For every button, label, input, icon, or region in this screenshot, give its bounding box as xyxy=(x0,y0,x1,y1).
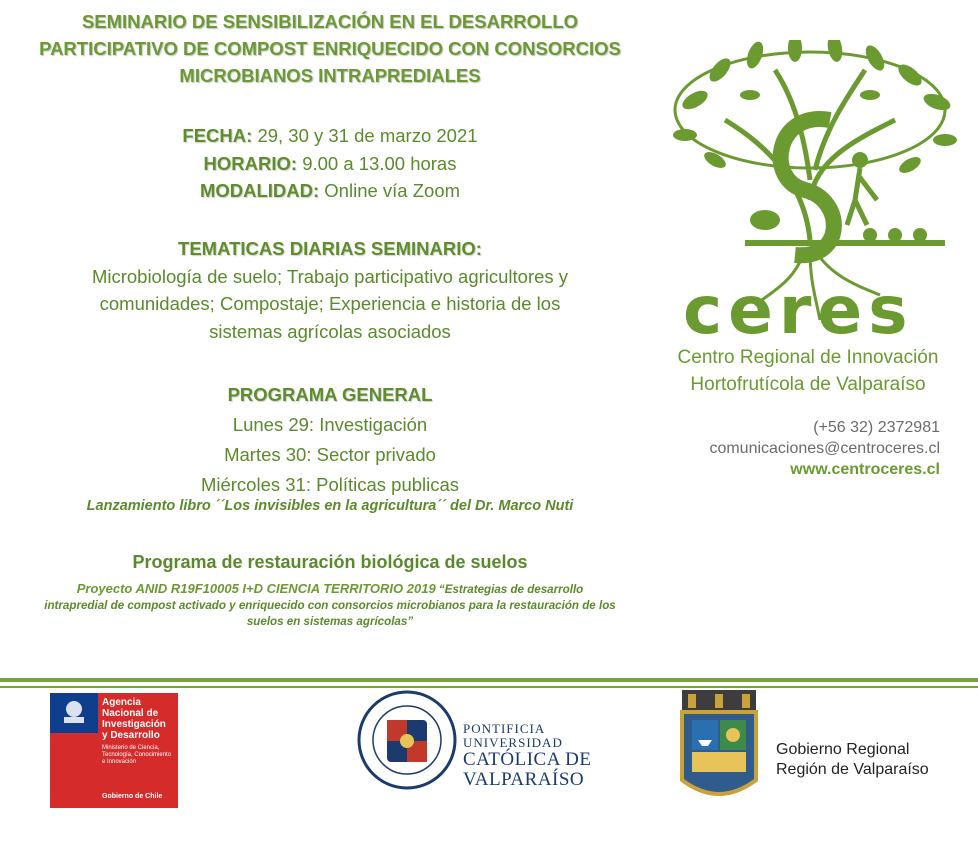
seminar-title xyxy=(0,8,660,89)
anid-logo xyxy=(50,693,178,808)
divider-thin xyxy=(0,686,978,688)
anid-ministry: Ministerio de Ciencia, Tecnología, Conocimiento e Innovación xyxy=(102,745,172,765)
pucv-line-2: UNIVERSIDAD xyxy=(463,735,563,750)
ceres-subtitle xyxy=(663,344,953,398)
project-line-3: suelos en sistemas agrícolas” xyxy=(246,615,414,628)
book-launch: Lanzamiento libro ´´Los invisibles en la agricultura´´ del Dr. Marco Nuti xyxy=(86,498,574,514)
project-line-1-rest: “Estrategias de desarrollo xyxy=(438,583,584,596)
project-line-1 xyxy=(0,581,660,598)
programa-day-1: Lunes 29: Investigación xyxy=(232,414,428,435)
title-line-3: MICROBIANOS INTRAPREDIALES xyxy=(179,65,481,86)
project-description xyxy=(0,581,660,630)
restauracion-title: Programa de restauración biológica de suelos xyxy=(132,552,528,572)
contact-phone: (+56 32) 2372981 xyxy=(813,419,940,436)
ceres-subtitle-line-1: Centro Regional de Innovación xyxy=(677,347,939,368)
tematicas-section xyxy=(0,235,660,345)
anid-title: Agencia Nacional de Investigación y Desarrollo xyxy=(102,697,166,741)
gore-coat-of-arms-icon xyxy=(678,690,760,808)
pucv-line-4: VALPARAÍSO xyxy=(463,769,585,790)
modalidad-row xyxy=(0,177,660,205)
tematicas-line-1: Microbiología de suelo; Trabajo participativo agricultores y xyxy=(91,265,569,287)
project-line-2: intrapredial de compost activado y enriquecido con consorcios microbianos para la restauración de los xyxy=(44,599,616,612)
modalidad-label: MODALIDAD: xyxy=(199,180,320,201)
horario-row xyxy=(0,150,660,178)
horario-value: 9.00 a 13.00 horas xyxy=(302,152,457,174)
programa-day-3: Miércoles 31: Políticas publicas xyxy=(200,474,460,495)
tematicas-line-2: comunidades; Compostaje; Experiencia e historia de los xyxy=(99,293,561,314)
contact-website[interactable]: www.centroceres.cl xyxy=(790,461,940,478)
tematicas-line-3: sistemas agrícolas asociados xyxy=(209,320,451,342)
fecha-label: FECHA: xyxy=(182,125,253,146)
tematicas-header: TEMATICAS DIARIAS SEMINARIO: xyxy=(178,238,482,259)
ceres-wordmark: ceres xyxy=(683,272,914,349)
fecha-value: 29, 30 y 31 de marzo 2021 xyxy=(257,125,478,146)
pucv-line-3: CATÓLICA DE xyxy=(463,749,592,770)
programa-section xyxy=(0,380,660,500)
contact-info xyxy=(709,417,940,480)
title-line-1: SEMINARIO DE SENSIBILIZACIÓN EN EL DESARROLLO xyxy=(81,11,579,32)
pucv-name xyxy=(463,722,591,790)
project-lead: Proyecto ANID R19F10005 I+D CIENCIA TERRITORIO 2019 xyxy=(76,581,436,596)
gore-line-2: Región de Valparaíso xyxy=(776,761,929,778)
fecha-row xyxy=(0,122,660,150)
gore-line-1: Gobierno Regional xyxy=(776,741,910,758)
contact-email[interactable]: comunicaciones@centroceres.cl xyxy=(709,440,940,457)
ceres-subtitle-line-2: Hortofrutícola de Valparaíso xyxy=(690,374,926,395)
modalidad-value: Online vía Zoom xyxy=(324,180,461,201)
pucv-seal-icon xyxy=(357,690,457,790)
anid-gov: Gobierno de Chile xyxy=(102,793,163,800)
programa-day-2: Martes 30: Sector privado xyxy=(224,444,436,465)
title-line-2: PARTICIPATIVO DE COMPOST ENRIQUECIDO CON CONSORCIOS xyxy=(39,38,621,59)
gore-name xyxy=(776,740,929,780)
chile-coat-of-arms-icon xyxy=(50,693,98,733)
event-details xyxy=(0,122,660,205)
programa-header: PROGRAMA GENERAL xyxy=(227,384,433,405)
horario-label: HORARIO: xyxy=(203,152,298,174)
anid-flag-block xyxy=(50,693,98,733)
pucv-line-1: PONTIFICIA xyxy=(463,721,546,736)
divider-thick xyxy=(0,678,978,682)
